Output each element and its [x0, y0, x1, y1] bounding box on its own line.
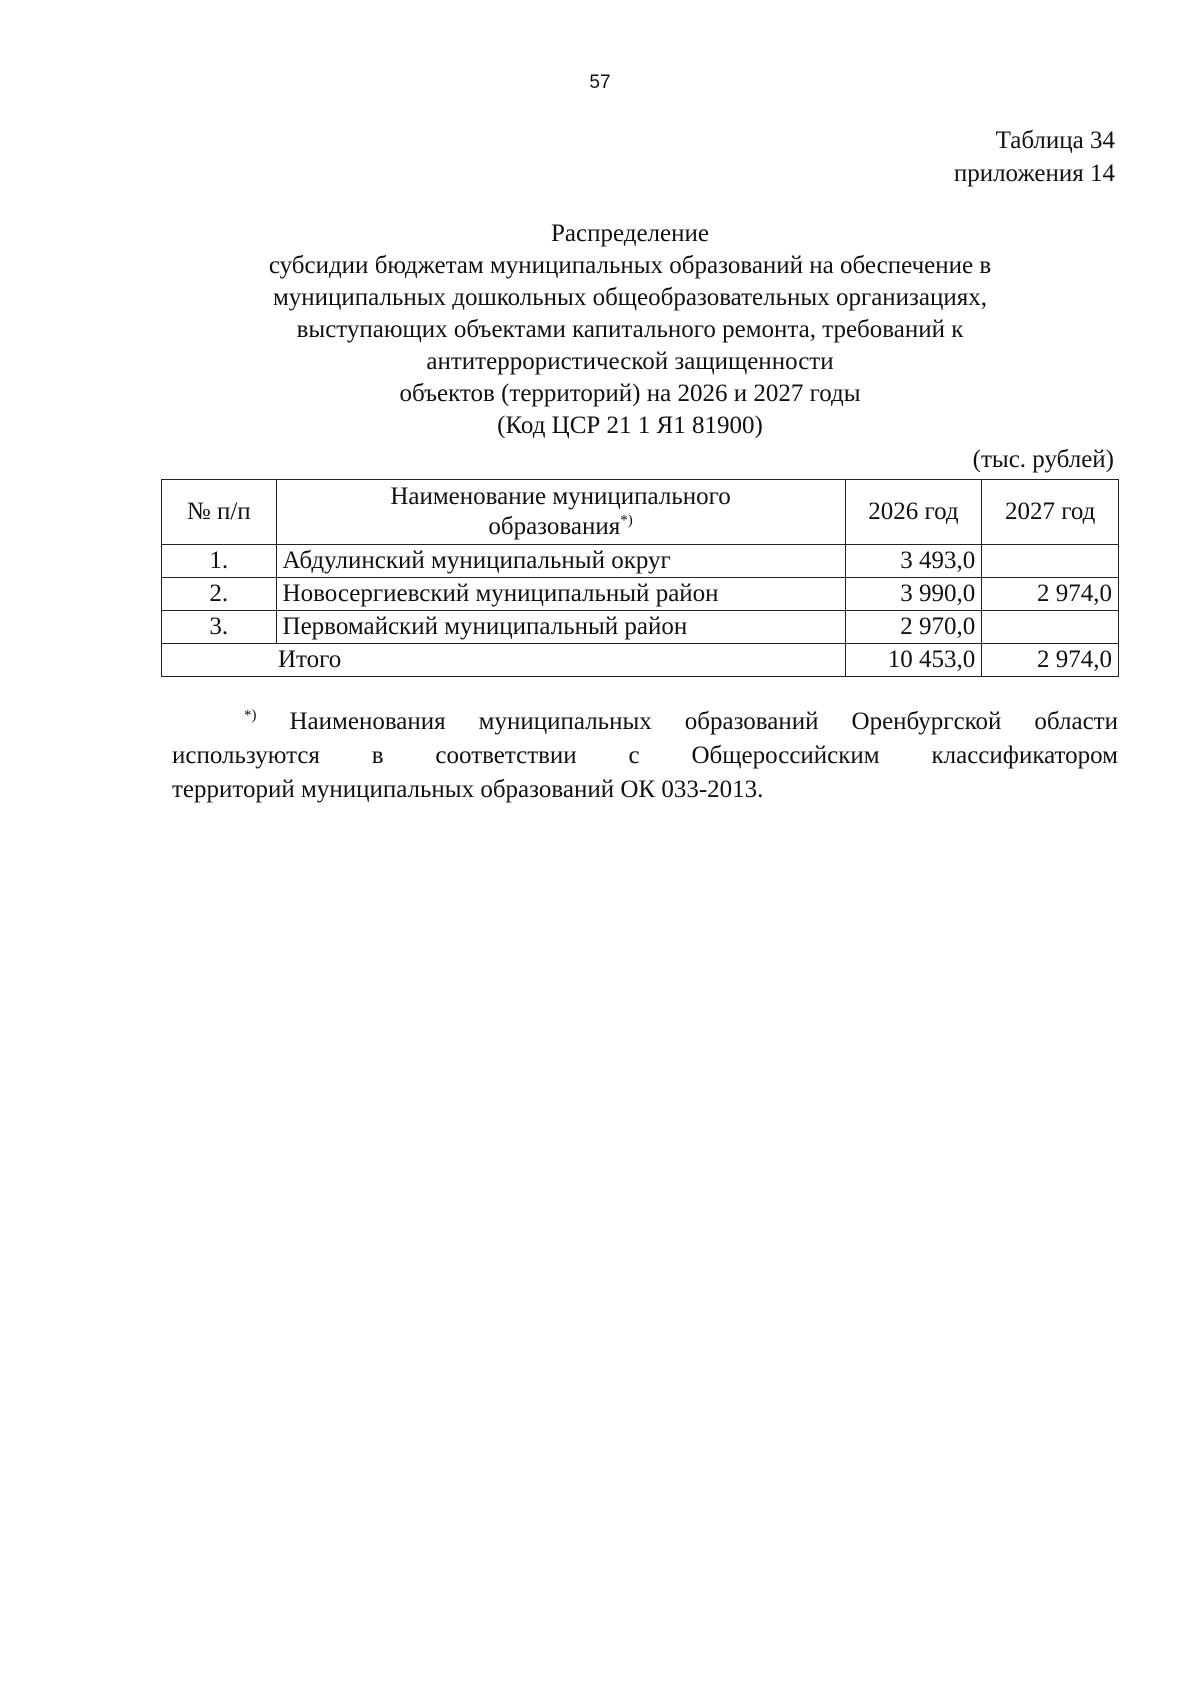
- footnote-mark: *): [244, 707, 257, 724]
- footnote-line: используются в соответствии с Общероссийским классификатором: [172, 742, 1118, 769]
- document-title: [150, 218, 1110, 442]
- total-label: Итого: [162, 644, 846, 677]
- cell-name: Абдулинский муниципальный округ: [276, 545, 845, 578]
- header-name-text: образования: [488, 513, 621, 540]
- footnote-line: территорий муниципальных образований ОК 033-2013.: [172, 776, 764, 803]
- title-line: выступающих объектами капитального ремонта, требований к: [296, 316, 964, 343]
- units-label: (тыс. рублей): [972, 446, 1114, 473]
- title-line: муниципальных дошкольных общеобразовательных организациях,: [272, 284, 988, 311]
- cell-2027: [982, 611, 1119, 644]
- header-name-line: Наименование муниципального: [390, 483, 731, 510]
- total-2027: 2 974,0: [982, 644, 1119, 677]
- footnote: [172, 705, 1118, 807]
- total-2026: 10 453,0: [845, 644, 982, 677]
- page-number: 57: [589, 72, 611, 93]
- header-2027: 2027 год: [982, 480, 1119, 545]
- cell-name: Первомайский муниципальный район: [276, 611, 845, 644]
- header-num: № п/п: [162, 480, 277, 545]
- cell-2027: 2 974,0: [982, 578, 1119, 611]
- footnote-mark: *): [620, 512, 633, 529]
- footnote-text: Наименования муниципальных образований Оренбургской области: [256, 708, 1118, 735]
- header-2026: 2026 год: [845, 480, 982, 545]
- cell-num: 2.: [162, 578, 277, 611]
- table-reference-line: Таблица 34: [995, 127, 1115, 154]
- title-line: (Код ЦСР 21 1 Я1 81900): [497, 412, 763, 439]
- table-row: [162, 545, 1119, 578]
- subsidy-table: [161, 479, 1119, 677]
- title-line: антитеррористической защищенности: [426, 348, 834, 375]
- header-name-line: [283, 512, 839, 542]
- cell-num: 1.: [162, 545, 277, 578]
- cell-2026: 3 990,0: [845, 578, 982, 611]
- cell-2026: 3 493,0: [845, 545, 982, 578]
- title-line: объектов (территорий) на 2026 и 2027 годы: [399, 380, 861, 407]
- cell-2026: 2 970,0: [845, 611, 982, 644]
- table-header-row: [162, 480, 1119, 545]
- header-name: [276, 480, 845, 545]
- table-row: [162, 578, 1119, 611]
- table-total-row: [162, 644, 1119, 677]
- footnote-line: [172, 705, 1118, 739]
- table-reference: [954, 124, 1115, 190]
- table-row: [162, 611, 1119, 644]
- cell-name: Новосергиевский муниципальный район: [276, 578, 845, 611]
- title-line: субсидии бюджетам муниципальных образований на обеспечение в: [268, 252, 992, 279]
- cell-2027: [982, 545, 1119, 578]
- table-reference-line: приложения 14: [953, 160, 1115, 187]
- title-line: Распределение: [551, 220, 709, 247]
- cell-num: 3.: [162, 611, 277, 644]
